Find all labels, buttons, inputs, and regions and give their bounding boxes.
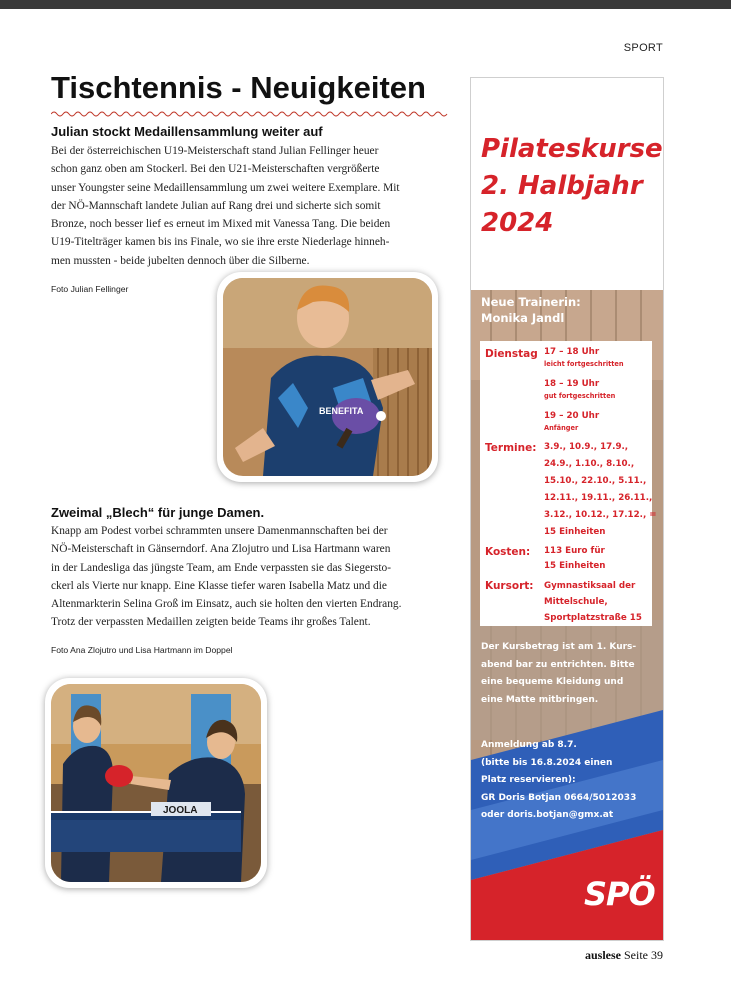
ad-schedule-box-lower bbox=[480, 561, 652, 626]
ad-trainer bbox=[481, 294, 581, 326]
kosten-line: 113 Euro für bbox=[544, 546, 605, 556]
photo-julian-fellinger bbox=[217, 272, 438, 482]
text-line: U19-Titelträger kamen bis ins Finale, wo sie ihre erste Niederlage hinneh- bbox=[51, 236, 390, 249]
termine-line: 15.10., 22.10., 5.11., bbox=[544, 476, 647, 486]
photo2-caption: Foto Ana Zlojutro und Lisa Hartmann im Doppel bbox=[51, 645, 233, 655]
contact-line: GR Doris Botjan 0664/5012033 bbox=[481, 792, 637, 803]
contact-line: oder doris.botjan@gmx.at bbox=[481, 810, 614, 821]
text-line: Altenmarkterin Selina Groß im Einsatz, auch sie holten den vierten Endrang. bbox=[51, 598, 402, 611]
ad-title-line: 2024 bbox=[481, 208, 554, 238]
termine-line: 24.9., 1.10., 8.10., bbox=[544, 459, 635, 469]
contact-line: (bitte bis 16.8.2024 einen bbox=[481, 757, 613, 768]
termine-line: 3.12., 10.12., 17.12., = bbox=[544, 510, 657, 520]
kosten-line: 15 Einheiten bbox=[544, 561, 606, 571]
ad-trainer-line: Neue Trainerin: bbox=[481, 295, 581, 309]
page-footer bbox=[585, 948, 663, 963]
kursort-line: Sportplatzstraße 15 bbox=[544, 613, 642, 623]
note-line: eine Matte mitbringen. bbox=[481, 694, 599, 705]
net-brand-text: JOOLA bbox=[163, 805, 198, 816]
text-line: unser Youngster seine Medaillensammlung um zwei weitere Exemplare. Mit bbox=[51, 181, 400, 194]
text-line: ckerl als Vierte nur knapp. Eine Klasse tiefer waren Isabella Matz und die bbox=[51, 579, 387, 592]
slot-level: leicht fortgeschritten bbox=[544, 360, 624, 368]
photo2-image bbox=[51, 684, 261, 882]
ad-note bbox=[481, 639, 636, 709]
text-line: der NÖ-Mannschaft landete Julian auf Rang drei und sicherte sich somit bbox=[51, 199, 381, 212]
ad-schedule-box bbox=[480, 341, 657, 569]
note-line: Der Kursbetrag ist am 1. Kurs- bbox=[481, 642, 637, 652]
section2-heading: Zweimal „Blech“ für junge Damen. bbox=[51, 505, 265, 520]
photo1-image bbox=[223, 278, 432, 476]
photo-doubles bbox=[45, 678, 267, 888]
slot-time: 19 – 20 Uhr bbox=[544, 411, 600, 421]
section2-text bbox=[51, 522, 449, 632]
footer-brand: auslese bbox=[585, 948, 621, 962]
kursort-label: Kursort: bbox=[485, 580, 534, 592]
ad-title-line: 2. Halbjahr bbox=[481, 171, 643, 201]
spo-logo: SPÖ bbox=[584, 875, 655, 913]
text-line: Knapp am Podest vorbei schrammten unsere Damenmannschaften bei der bbox=[51, 525, 388, 537]
text-line: Bronze, noch besser lief es erneut im Mixed mit Vanessa Tang. Die beiden bbox=[51, 218, 391, 231]
note-line: eine bequeme Kleidung und bbox=[481, 677, 624, 688]
contact-line: Anmeldung ab 8.7. bbox=[481, 740, 577, 750]
text-line: Bei der österreichischen U19-Meisterschaft stand Julian Fellinger heuer bbox=[51, 145, 379, 157]
footer-page-number: Seite 39 bbox=[624, 948, 663, 962]
section-label: SPORT bbox=[623, 42, 663, 54]
termine-line: 12.11., 19.11., 26.11., bbox=[544, 493, 653, 503]
title-wavy-underline bbox=[51, 110, 449, 118]
text-line: NÖ-Meisterschaft in Gänserndorf. Ana Zlojutro und Lisa Hartmann waren bbox=[51, 543, 391, 556]
text-line: schon ganz oben am Stockerl. Bei den U21-Meisterschaften vergrößerte bbox=[51, 163, 380, 176]
article-title: Tischtennis - Neuigkeiten bbox=[51, 70, 426, 105]
slot-level: gut fortgeschritten bbox=[544, 392, 616, 400]
section1-heading: Julian stockt Medaillensammlung weiter auf bbox=[51, 124, 323, 139]
text-line: Trotz der verpassten Medaillen zeigten beide Teams ihr großes Talent. bbox=[51, 616, 371, 629]
slot-time: 17 – 18 Uhr bbox=[544, 347, 600, 357]
termine-line: 3.9., 10.9., 17.9., bbox=[544, 442, 629, 452]
text-line: men mussten - beide jubelten dennoch über die Silberne. bbox=[51, 254, 310, 267]
kursort-line: Gymnastiksaal der bbox=[544, 581, 636, 591]
photo1-caption: Foto Julian Fellinger bbox=[51, 284, 129, 294]
ad-title-line: Pilateskurse bbox=[481, 134, 663, 164]
slot-level: Anfänger bbox=[544, 424, 579, 432]
kursort-line: Mittelschule, bbox=[544, 597, 608, 607]
termine-line: 15 Einheiten bbox=[544, 527, 606, 537]
termine-label: Termine: bbox=[485, 442, 537, 454]
section1-text bbox=[51, 142, 449, 270]
kosten-label: Kosten: bbox=[485, 546, 531, 558]
note-line: abend bar zu entrichten. Bitte bbox=[481, 659, 635, 670]
contact-line: Platz reservieren): bbox=[481, 775, 576, 786]
slot-time: 18 – 19 Uhr bbox=[544, 379, 600, 389]
top-bar bbox=[0, 0, 731, 9]
ad-trainer-line: Monika Jandl bbox=[481, 311, 565, 325]
text-line: in der Landesliga das jüngste Team, am Ende verpassten sie das Siegersto- bbox=[51, 561, 391, 574]
jersey-sponsor-text: BENEFITA bbox=[319, 406, 364, 416]
ad-contact bbox=[481, 737, 636, 825]
pilates-advertisement bbox=[470, 77, 664, 941]
dienstag-label: Dienstag bbox=[485, 348, 538, 360]
